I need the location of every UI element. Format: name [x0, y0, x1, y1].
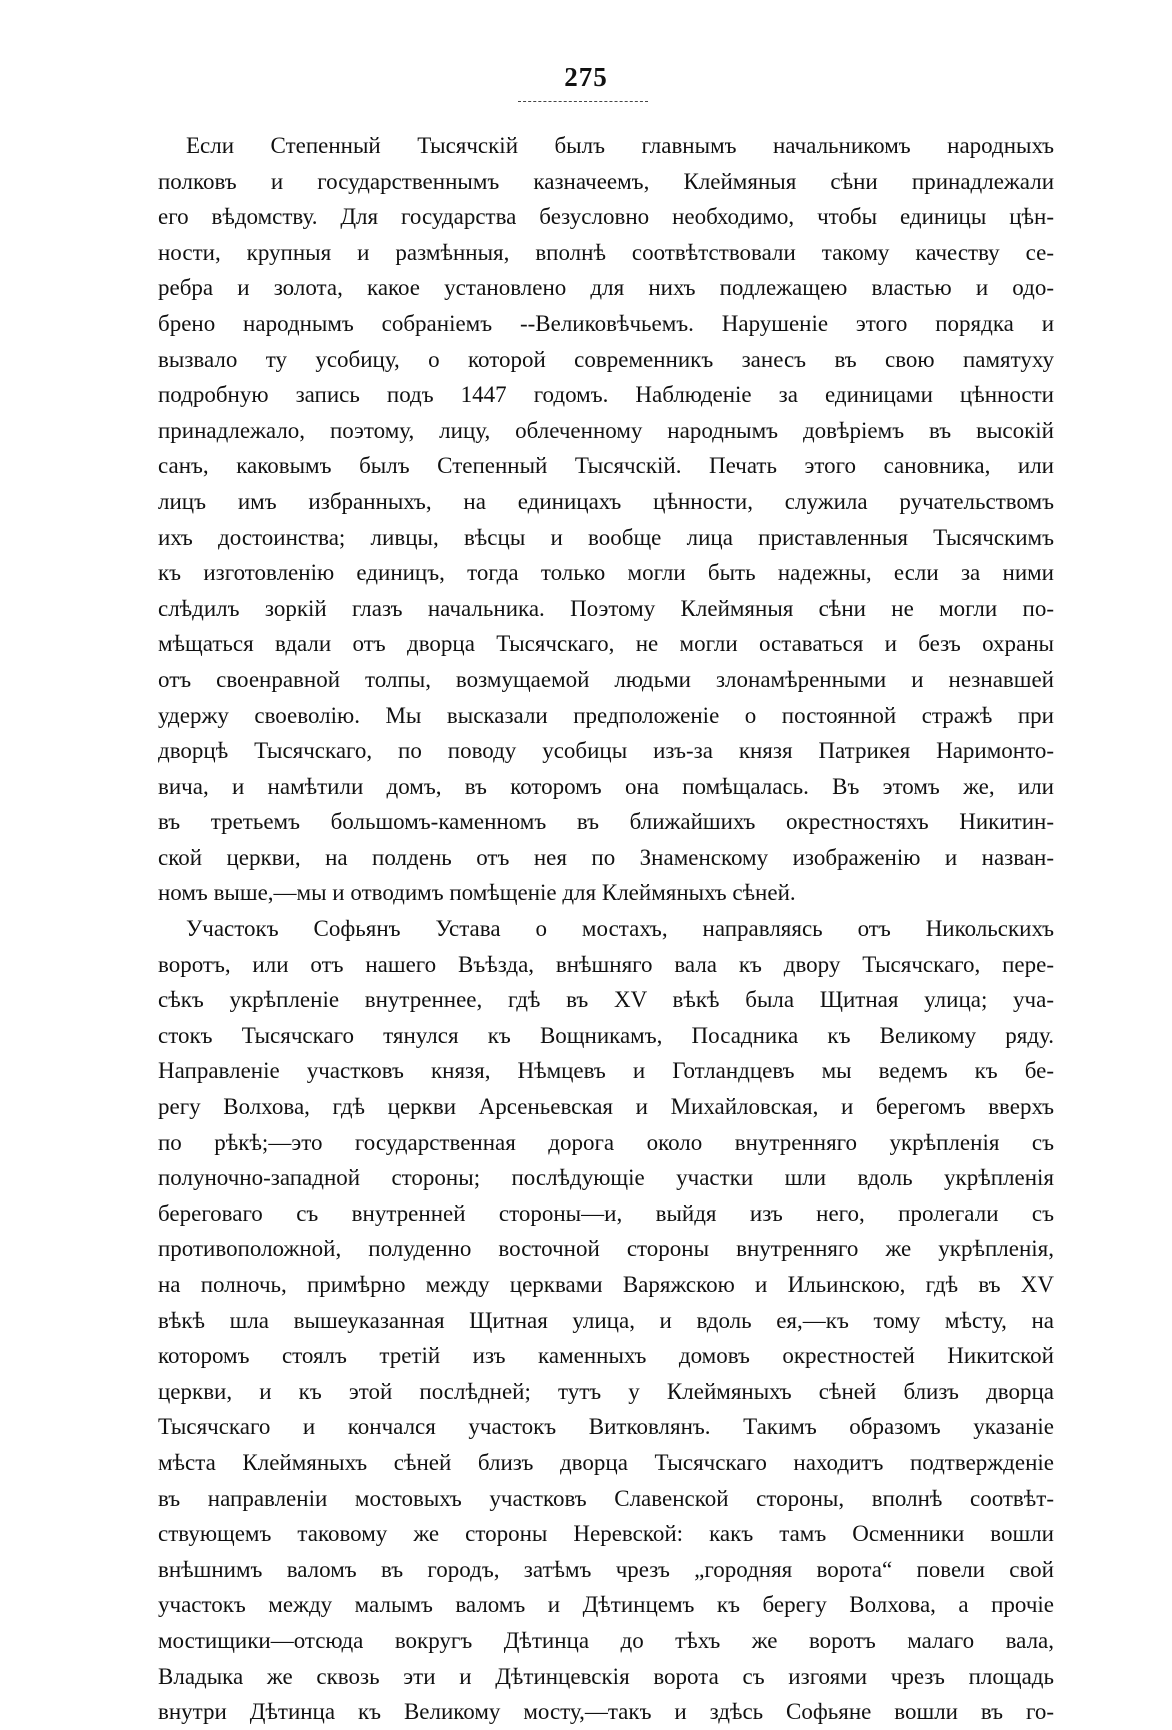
text-line: его вѣдомству. Для государства безусловно необходимо, чтобы единицы цѣн-: [158, 204, 1054, 230]
text-line: мостищики—отсюда вокругъ Дѣтинца до тѣхъ же воротъ малаго вала,: [158, 1627, 1054, 1653]
text-line: лицъ имъ избранныхъ, на единицахъ цѣнности, служила ручательствомъ: [158, 488, 1054, 514]
text-line: вича, и намѣтили домъ, въ которомъ она помѣщалась. Въ этомъ же, или: [158, 773, 1054, 799]
text-line: внутри Дѣтинца къ Великому мосту,—такъ и здѣсь Софьяне вошли въ го-: [158, 1699, 1054, 1725]
text-line: участокъ между малымъ валомъ и Дѣтинцемъ къ берегу Волхова, а прочіе: [158, 1592, 1054, 1618]
text-line: удержу своеволію. Мы высказали предположеніе о постоянной стражѣ при: [158, 702, 1054, 728]
text-line: полковъ и государственнымъ казначеемъ, Клеймяныя сѣни принадлежали: [158, 168, 1054, 194]
text-line: вызвало ту усобицу, о которой современникъ занесъ въ свою памятуху: [158, 346, 1054, 372]
text-line: регу Волхова, гдѣ церкви Арсеньевская и Михайловская, и берегомъ вверхъ: [158, 1094, 1054, 1120]
text-line: которомъ стоялъ третій изъ каменныхъ домовъ окрестностей Никитской: [158, 1343, 1054, 1369]
text-line: береговаго съ внутренней стороны—и, выйдя изъ него, пролегали съ: [158, 1200, 1054, 1226]
paragraph: [158, 128, 1054, 911]
text-line: на полночь, примѣрно между церквами Варяжскою и Ильинскою, гдѣ въ XV: [158, 1272, 1054, 1297]
text-line: дворцѣ Тысячскаго, по поводу усобицы изъ-за князя Патрикея Наримонто-: [158, 738, 1054, 764]
text-line: вѣкѣ шла вышеуказанная Щитная улица, и вдоль ея,—къ тому мѣсту, на: [158, 1307, 1054, 1333]
text-line: подробную запись подъ 1447 годомъ. Наблюденіе за единицами цѣнности: [158, 382, 1054, 408]
text-line: сѣкъ укрѣпленіе внутреннее, гдѣ въ XV вѣкѣ была Щитная улица; уча-: [158, 987, 1054, 1013]
text-line: Направленіе участковъ князя, Нѣмцевъ и Готландцевъ мы ведемъ къ бе-: [158, 1058, 1054, 1084]
text-line: принадлежало, поэтому, лицу, облеченному народнымъ довѣріемъ въ высокій: [158, 417, 1054, 443]
text-line: стокъ Тысячскаго тянулся къ Вощникамъ, Посадника къ Великому ряду.: [158, 1022, 1054, 1048]
text-line: въ третьемъ большомъ-каменномъ въ ближайшихъ окрестностяхъ Никитин-: [158, 809, 1054, 835]
page-number: 275: [564, 62, 608, 92]
text-line: противоположной, полуденно восточной стороны внутренняго же укрѣпленія,: [158, 1236, 1054, 1262]
text-line: мѣщаться вдали отъ дворца Тысячскаго, не могли оставаться и безъ охраны: [158, 631, 1054, 657]
text-line: мѣста Клеймяныхъ сѣней близъ дворца Тысячскаго находитъ подтвержденіе: [158, 1449, 1054, 1475]
text-line: брено народнымъ собраніемъ --Великовѣчьемъ. Нарушеніе этого порядка и: [158, 310, 1054, 336]
text-line: отъ своенравной толпы, возмущаемой людьми злонамѣренными и незнавшей: [158, 666, 1054, 692]
text-line: внѣшнимъ валомъ въ городъ, затѣмъ чрезъ „городняя ворота“ повели свой: [158, 1556, 1054, 1582]
text-line: санъ, каковымъ былъ Степенный Тысячскій. Печать этого сановника, или: [158, 453, 1054, 479]
text-line: ствующемъ таковому же стороны Неревской: какъ тамъ Осменники вошли: [158, 1521, 1054, 1547]
text-line: Если Степенный Тысячскій былъ главнымъ начальникомъ народныхъ: [186, 133, 1054, 158]
text-line: ихъ достоинства; ливцы, вѣсцы и вообще лица приставленныя Тысячскимъ: [158, 524, 1054, 550]
text-line: Владыка же сквозь эти и Дѣтинцевскія ворота съ изгоями чрезъ площадь: [158, 1663, 1054, 1689]
text-line: ской церкви, на полдень отъ нея по Знаменскому изображенію и назван-: [158, 844, 1054, 870]
text-line: по рѣкѣ;—это государственная дорога около внутренняго укрѣпленія съ: [158, 1129, 1054, 1155]
header-rule: [518, 101, 648, 102]
paragraph: [158, 911, 1054, 1730]
text-line: полуночно-западной стороны; послѣдующіе участки шли вдоль укрѣпленія: [158, 1165, 1054, 1191]
text-line: ребра и золота, какое установлено для нихъ подлежащею властью и одо-: [158, 275, 1054, 301]
text-line: ности, крупныя и размѣнныя, вполнѣ соотвѣтствовали такому качеству се-: [158, 239, 1054, 265]
text-line: слѣдилъ зоркій глазъ начальника. Поэтому Клеймяныя сѣни не могли по-: [158, 595, 1054, 621]
text-line: Участокъ Софьянъ Устава о мостахъ, направляясь отъ Никольскихъ: [186, 916, 1054, 942]
text-line: въ направленіи мостовыхъ участковъ Славенской стороны, вполнѣ соотвѣт-: [158, 1485, 1054, 1511]
text-line: церкви, и къ этой послѣдней; тутъ у Клеймяныхъ сѣней близъ дворца: [158, 1378, 1054, 1404]
text-line: воротъ, или отъ нашего Въѣзда, внѣшняго вала къ двору Тысячскаго, пере-: [158, 951, 1054, 977]
body-text: [158, 128, 1054, 1730]
text-line: номъ выше,—мы и отводимъ помѣщеніе для Клеймяныхъ сѣней.: [158, 880, 796, 906]
text-line: къ изготовленію единицъ, тогда только могли быть надежны, если за ними: [158, 560, 1054, 586]
text-line: Тысячскаго и кончался участокъ Витковлянъ. Такимъ образомъ указаніе: [158, 1414, 1054, 1440]
